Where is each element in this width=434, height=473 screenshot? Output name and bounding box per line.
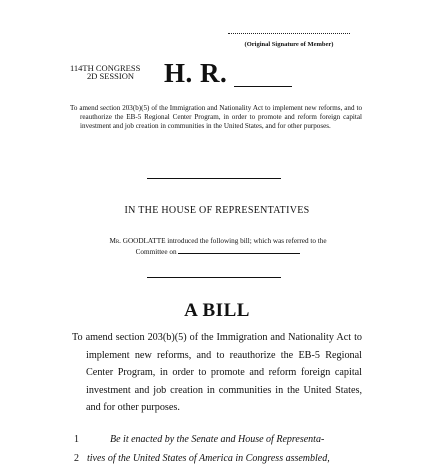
bill-designation: H. R. [164, 58, 228, 88]
sponsor-name: Mr. GOODLATTE [109, 237, 166, 245]
divider-rule [147, 277, 281, 278]
bill-number-blank [234, 86, 292, 87]
enacting-clause-line: tives of the United States of America in Congress assembled, [87, 453, 330, 464]
committee-prefix: Committee on [135, 248, 177, 256]
chamber-heading: IN THE HOUSE OF REPRESENTATIVES [124, 205, 310, 216]
session-label: 2D SESSION [87, 71, 134, 81]
line-number: 2 [74, 453, 79, 464]
long-summary: To amend section 203(b)(5) of the Immigration and Nationality Act to implement new reforms, and to reauthorize the EB-5 Regional Center Program, in order to promote and reform foreign capital investment and job creation in communities in the United States, and for other purposes. [72, 332, 362, 414]
line-number: 1 [74, 434, 79, 445]
congress-number: 114TH CONGRESS [70, 63, 141, 73]
committee-blank [178, 246, 300, 254]
short-summary: To amend section 203(b)(5) of the Immigration and Nationality Act to implement new reforms, and to reauthorize the EB-5 Regional Center Program, in order to promote and reform foreign capital investment and job creation in communities in the United States, and for other purposes. [70, 104, 362, 130]
signature-label: (Original Signature of Member) [244, 41, 334, 48]
introduction-statement: introduced the following bill; which was referred to the [167, 237, 327, 245]
bill-heading: A BILL [184, 300, 250, 321]
introduction-text [75, 237, 361, 257]
signature-line [228, 33, 350, 34]
divider-rule [147, 178, 281, 179]
enacting-clause-line: Be it enacted by the Senate and House of Representa- [110, 434, 325, 445]
